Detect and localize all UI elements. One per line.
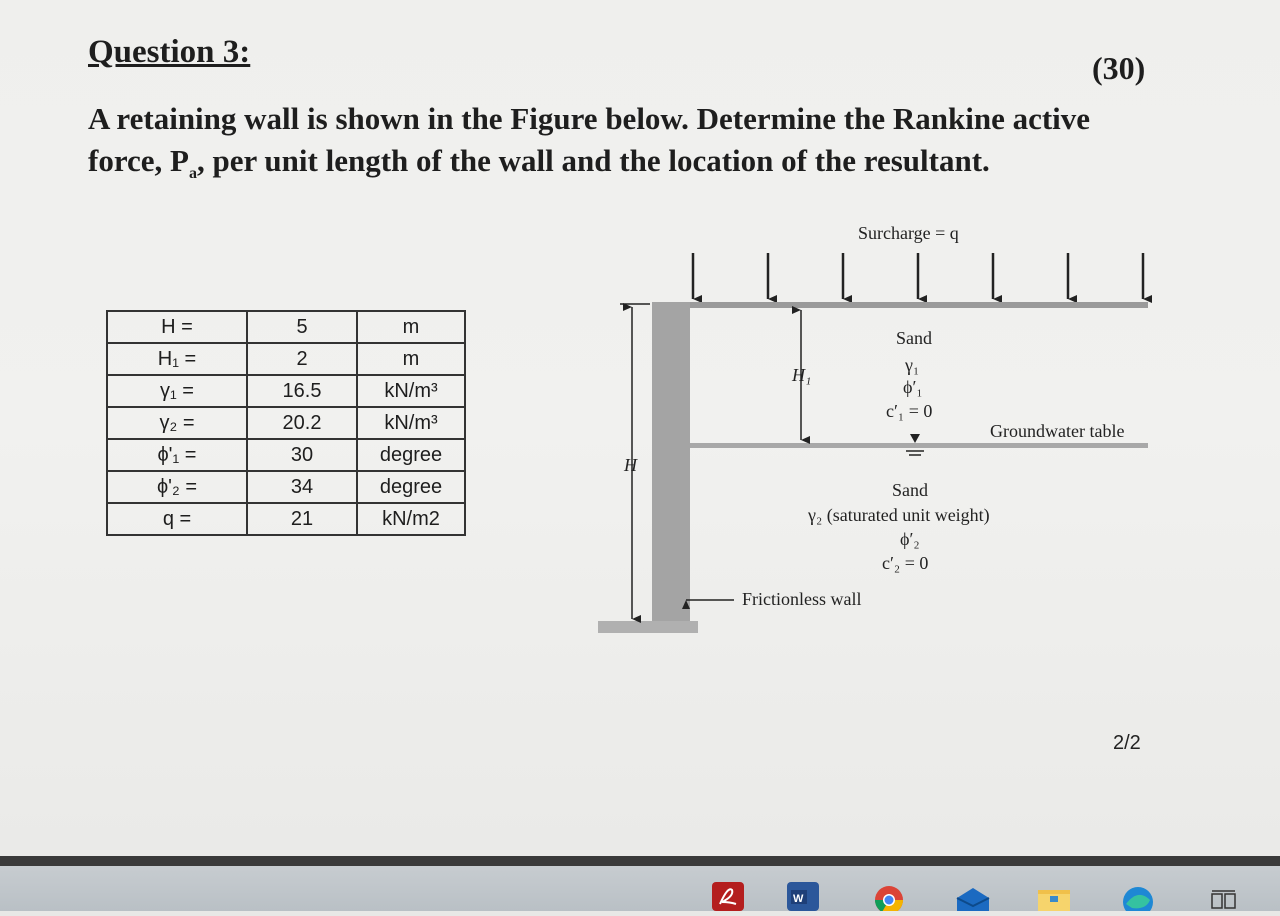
param-row	[107, 375, 465, 407]
gamma2-label: γ₂ (saturated unit weight)	[808, 505, 990, 525]
page-number: 2/2	[1113, 732, 1141, 754]
question-text	[88, 98, 1168, 195]
frictionless-wall-label: Frictionless wall	[742, 589, 862, 609]
param-value: 5	[247, 311, 357, 343]
c1-label: c′₁ = 0	[886, 401, 933, 421]
param-value: 16.5	[247, 375, 357, 407]
retaining-wall-figure	[590, 215, 1170, 655]
c2-label: c′₂ = 0	[882, 553, 929, 573]
question-title: Question 3:	[88, 34, 251, 70]
param-unit: degree	[357, 471, 465, 503]
question-marks: (30)	[1092, 50, 1146, 86]
param-row	[107, 311, 465, 343]
question-text-end: , per unit length of the wall and the location of the resultant.	[196, 143, 990, 178]
param-name: q =	[107, 503, 247, 535]
param-value: 20.2	[247, 407, 357, 439]
param-name: γ₁ =	[107, 375, 247, 407]
question-text-sub: a	[188, 165, 197, 183]
groundwater-line	[688, 443, 1148, 448]
chrome-icon[interactable]	[873, 882, 905, 911]
param-unit: m	[357, 311, 465, 343]
param-value: 34	[247, 471, 357, 503]
mail-icon[interactable]	[955, 882, 987, 911]
word-icon[interactable]	[787, 882, 819, 911]
param-name: ϕ'₁ =	[107, 439, 247, 471]
question-text-main: A retaining wall is shown in the Figure below. Determine the Rankine active force, P	[88, 101, 1091, 178]
ground-surface	[688, 302, 1148, 308]
wall-base	[598, 621, 698, 633]
phi1-label: ϕ′₁	[903, 377, 923, 397]
taskbar	[0, 866, 1280, 911]
sand-upper-label: Sand	[896, 328, 932, 348]
param-unit: kN/m³	[357, 375, 465, 407]
parameter-table	[106, 310, 466, 536]
surcharge-label: Surcharge = q	[858, 223, 959, 243]
surcharge-arrows	[693, 253, 1143, 299]
sand-lower-label: Sand	[892, 480, 928, 500]
param-row	[107, 439, 465, 471]
param-row	[107, 343, 465, 375]
h1-label: H₁	[792, 365, 812, 385]
param-name: γ₂ =	[107, 407, 247, 439]
folder-icon[interactable]	[1036, 882, 1068, 911]
param-unit: m	[357, 343, 465, 375]
phi2-label: ϕ′₂	[900, 529, 920, 549]
h-label: H	[624, 455, 637, 475]
param-row	[107, 471, 465, 503]
param-unit: kN/m³	[357, 407, 465, 439]
param-value: 2	[247, 343, 357, 375]
wall	[652, 302, 690, 622]
param-row	[107, 503, 465, 535]
param-name: H =	[107, 311, 247, 343]
edge-icon[interactable]	[1120, 882, 1152, 911]
taskview-icon[interactable]	[1208, 882, 1240, 911]
param-name: ϕ'₂ =	[107, 471, 247, 503]
param-value: 30	[247, 439, 357, 471]
svg-text:W: W	[793, 893, 804, 905]
acrobat-icon[interactable]	[712, 882, 744, 911]
gamma1-label: γ₁	[905, 355, 920, 375]
param-unit: kN/m2	[357, 503, 465, 535]
screen-bezel	[0, 856, 1280, 866]
groundwater-table-label: Groundwater table	[990, 421, 1125, 441]
param-row	[107, 407, 465, 439]
param-unit: degree	[357, 439, 465, 471]
param-value: 21	[247, 503, 357, 535]
param-name: H₁ =	[107, 343, 247, 375]
